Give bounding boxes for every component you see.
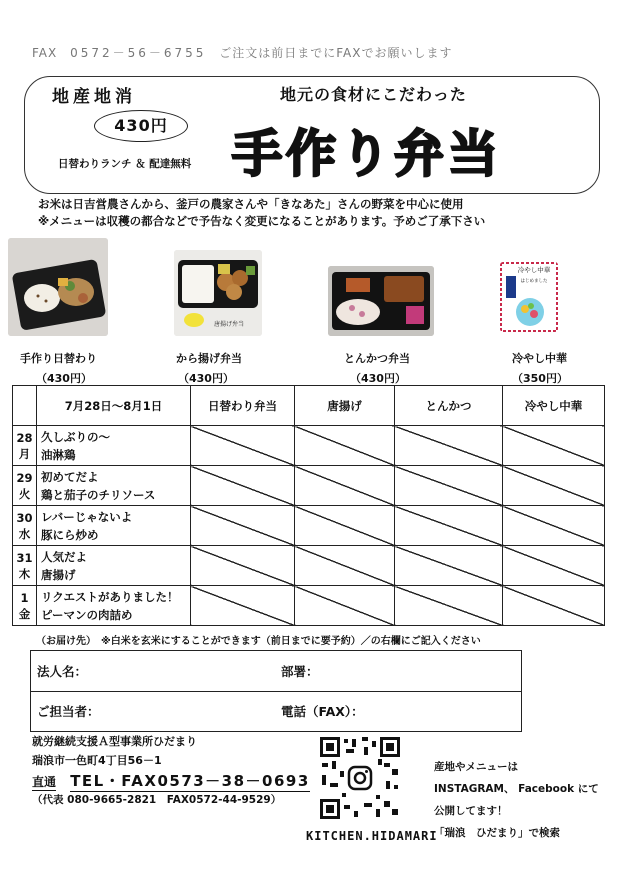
order-cell-tonkatsu[interactable] [395,506,503,546]
fax-label: FAX [32,46,58,60]
order-cell-hiyashi[interactable] [503,426,605,466]
menu-name-karaage: から揚げ弁当 [176,352,242,365]
menu-line1: 初めてだよ [41,469,99,484]
menu-line2: 鶏と茄子のチリソース [41,487,156,502]
table-row [13,586,605,626]
order-cell-daily[interactable] [191,426,295,466]
menu-line2: 唐揚げ [41,567,76,582]
date-cell [13,426,37,466]
sns-line: INSTAGRAM、 Facebook にて [434,783,599,795]
price-badge: 430円 [94,110,188,142]
hiyashi-card-sub: はじめました [520,279,548,284]
menu-line1: リクエストがありました！ [41,589,179,604]
hiyashi-card-label: 冷やし中華 [517,266,551,274]
table-header-row [13,386,605,426]
page-title: 手作り弁当 [232,125,502,183]
order-table [12,385,605,626]
order-cell-karaage[interactable] [295,586,395,626]
col-header-hiyashi: 冷やし中華 [503,386,605,426]
order-cell-daily[interactable] [191,466,295,506]
representative-contact: （代表 080-9665-2821 FAX0572-44-9529） [32,794,282,806]
direct-label: 直通 [32,775,57,789]
fax-number: 0572－56－6755 [70,46,207,60]
note-menu-change: ※メニューは収穫の都合などで予告なく変更になることがあります。予めご了承下さい [38,214,486,228]
table-row [13,466,605,506]
order-cell-tonkatsu[interactable] [395,426,503,466]
order-cell-karaage[interactable] [295,546,395,586]
direct-tel: TEL・FAX0573－38－0693 [70,772,310,790]
order-cell-tonkatsu[interactable] [395,466,503,506]
header-blank [13,386,37,426]
order-cell-karaage[interactable] [295,426,395,466]
sns-line: 産地やメニューは [434,761,518,773]
menu-price-tonkatsu: （430円） [350,372,406,385]
menu-cell [37,586,191,626]
order-cell-karaage[interactable] [295,506,395,546]
karaage-card-label: 唐揚げ弁当 [214,321,245,328]
date-number: 1 [20,590,29,605]
tonkatsu-bento-photo [328,266,434,336]
date-cell [13,466,37,506]
date-number: 30 [16,510,33,525]
hiyashi-chuka-card [500,262,558,332]
phone-field[interactable]: 電話（FAX）： [281,704,364,719]
weekday: 水 [18,526,31,541]
menu-line2: 豚にら炒め [41,527,99,542]
order-cell-tonkatsu[interactable] [395,546,503,586]
notes [38,196,485,230]
instagram-handle: KITCHEN.HIDAMARI [306,829,438,843]
local-ingredients-note: 地元の食材にこだわった [280,85,467,104]
menu-cell [37,546,191,586]
fax-note: ご注文は前日までにFAXでお願いします [219,46,453,60]
menu-line1: レバーじゃないよ [41,509,133,524]
menu-price-hiyashi: （350円） [512,372,568,385]
date-number: 31 [16,550,33,565]
menu-name-tonkatsu: とんかつ弁当 [344,352,410,365]
date-number: 29 [16,470,33,485]
menu-line1: 人気だよ [41,549,87,564]
person-field[interactable]: ご担当者： [37,704,100,719]
direct-line [32,770,310,791]
delivery-note: （お届け先） ※白米を玄米にすることができます（前日までに要予約）／の右欄にご記入ください [36,636,481,647]
department-field[interactable]: 部署： [281,664,319,679]
menu-cell [37,506,191,546]
col-header-tonkatsu: とんかつ [395,386,503,426]
weekday: 金 [18,606,31,621]
menu-cell [37,426,191,466]
table-row [13,546,605,586]
table-row [13,426,605,466]
date-cell [13,546,37,586]
org-name: 就労継続支援Ａ型事業所ひだまり [32,735,197,748]
daily-lunch-note: 日替わりランチ ＆ 配達無料 [58,158,192,170]
menu-line2: ピーマンの肉詰め [41,607,133,622]
order-cell-hiyashi[interactable] [503,506,605,546]
org-address: 瑞浪市一色町4丁目56－1 [32,754,162,767]
col-header-daily: 日替わり弁当 [191,386,295,426]
qr-code[interactable] [318,735,402,821]
date-cell [13,506,37,546]
order-cell-hiyashi[interactable] [503,466,605,506]
order-cell-daily[interactable] [191,546,295,586]
menu-line1: 久しぶりの～ [41,429,110,444]
fax-header [32,44,452,61]
order-cell-tonkatsu[interactable] [395,586,503,626]
period-header: 7月28日～8月1日 [37,386,191,426]
order-cell-hiyashi[interactable] [503,586,605,626]
sns-line: 公開してます！ [434,805,508,817]
sns-line: 「瑞浪 ひだまり」で検索 [434,827,560,839]
weekday: 木 [18,566,31,581]
company-field[interactable]: 法人名： [37,664,88,679]
slogan: 地産地消 [52,87,136,107]
customer-form [30,650,522,732]
menu-name-hiyashi: 冷やし中華 [512,352,567,365]
weekday: 月 [18,446,31,461]
table-row [13,506,605,546]
date-cell [13,586,37,626]
order-cell-daily[interactable] [191,586,295,626]
order-cell-hiyashi[interactable] [503,546,605,586]
karaage-bento-photo [174,250,262,336]
order-cell-daily[interactable] [191,506,295,546]
weekday: 火 [18,486,31,501]
menu-name-daily: 手作り日替わり [20,352,97,365]
daily-bento-photo [8,238,108,336]
order-cell-karaage[interactable] [295,466,395,506]
menu-cell [37,466,191,506]
menu-price-daily: （430円） [36,372,92,385]
date-number: 28 [16,430,33,445]
sns-note [434,756,599,844]
note-rice: お米は日吉営農さんから、釜戸の農家さんや「きなあた」さんの野菜を中心に使用 [38,197,464,211]
col-header-karaage: 唐揚げ [295,386,395,426]
menu-price-karaage: （430円） [178,372,234,385]
form-divider [31,691,521,692]
menu-line2: 油淋鶏 [41,447,76,462]
